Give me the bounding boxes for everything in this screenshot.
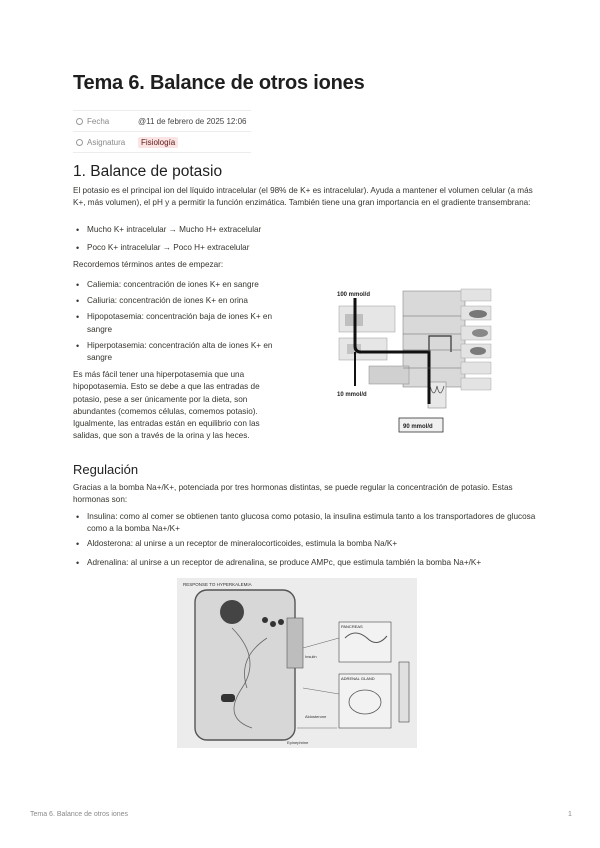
property-row-date: Fecha @11 de febrero de 2025 12:06 — [73, 110, 251, 131]
subject-tag[interactable]: Fisiología — [138, 137, 178, 148]
page-number: 1 — [568, 811, 572, 818]
potassium-balance-figure — [333, 286, 541, 438]
list-item: • Hipopotasemia: concentración baja de iones K+ en sangre — [73, 311, 288, 335]
date-value[interactable]: @11 de febrero de 2025 12:06 — [138, 116, 247, 126]
list-item: • Adrenalina: al unirse a un receptor de adrenalina, se produce AMPc, que estimula también la bomba Na+/K+ — [73, 557, 543, 569]
list-item: • Insulina: como al comer se obtienen tanto glucosa como potasio, la insulina estimula tanto a los transportadores de glucosa como a la bomba Na+/K+ — [73, 511, 543, 535]
page-title: Tema 6. Balance de otros iones — [73, 72, 365, 94]
property-row-subject: Asignatura Fisiología — [73, 131, 251, 153]
hormones-list — [73, 511, 543, 569]
intake-label: 100 mmol/d — [337, 292, 371, 298]
list-item: • Aldosterona: al unirse a un receptor de mineralocorticoides, estimula la bomba Na/K+ — [73, 538, 543, 550]
list-item: • Caliemia: concentración de iones K+ en sangre — [73, 279, 288, 291]
recall-text: Recordemos términos antes de empezar: — [73, 260, 224, 269]
terms-list — [73, 279, 288, 364]
section1-note: Es más fácil tener una hiperpotasemia que una hipopotasemia. Esto se debe a que las entradas de potasio, pese a ser únicamente por la dieta, son abundantes (comemos células, comemos potasio). Igualmente, las entradas están en equilibrio con las salidas, que son a través de la orina y las heces. — [73, 370, 260, 441]
hormone-regulation-figure — [177, 578, 417, 748]
clock-icon — [76, 118, 83, 125]
insulin-label: Insulin — [305, 654, 317, 659]
list-item: • Caliuria: concentración de iones K+ en orina — [73, 295, 288, 307]
aldosterone-label: Aldosterone — [305, 714, 327, 719]
footer-title: Tema 6. Balance de otros iones — [30, 811, 129, 818]
section-heading-potassium: 1. Balance de potasio — [73, 163, 223, 180]
urine-label: 90 mmol/d — [403, 424, 433, 430]
section2-intro: Gracias a la bomba Na+/K+, potenciada por tres hormonas distintas, se puede regular la concentración de potasio. Estas hormonas son: — [73, 483, 513, 505]
gradient-list — [73, 224, 543, 254]
list-item: • Hiperpotasemia: concentración alta de iones K+ en sangre — [73, 340, 288, 364]
pancreas-label: PANCREAS — [341, 624, 363, 629]
tag-icon — [76, 139, 83, 146]
feces-label: 10 mmol/d — [337, 392, 367, 398]
adrenal-label: ADRENAL GLAND — [341, 676, 375, 681]
properties-table — [73, 110, 251, 153]
list-item: • Mucho K+ intracelular → Mucho H+ extracelular — [73, 224, 543, 236]
section-heading-regulation: Regulación — [73, 462, 139, 477]
epinephrine-label: Epinephrine — [287, 740, 309, 745]
figure-caption: RESPONSE TO HYPERKALEMIA — [183, 582, 252, 587]
list-item: • Poco K+ intracelular → Poco H+ extracelular — [73, 242, 543, 254]
section1-intro: El potasio es el principal ion del líquido intracelular (el 98% de K+ es intracelular). Ayuda a mantener el volumen celular (a más K+, más volumen), el pH y a permitir la función enzimática. También tiene una gran importancia en el gradiente transembrana: — [73, 186, 533, 208]
